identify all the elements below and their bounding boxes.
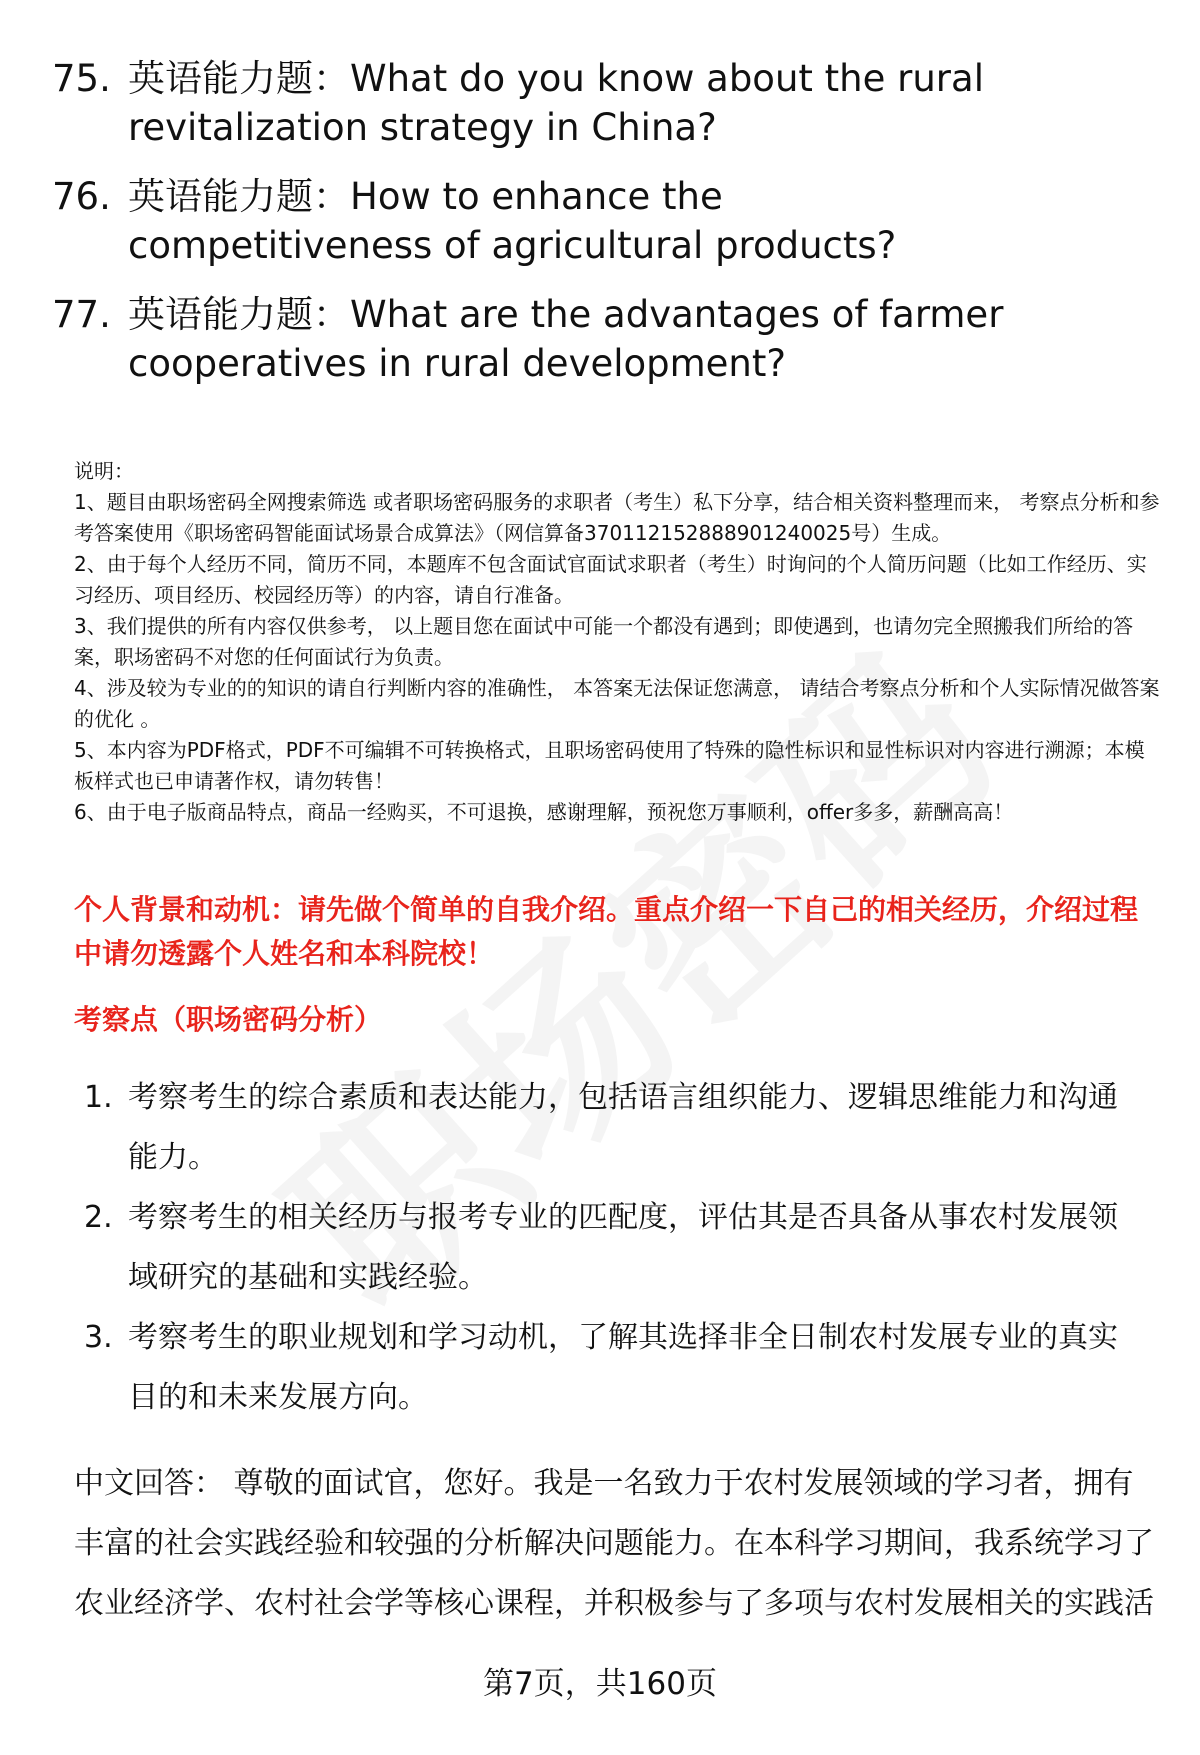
chinese-answer: 中文回答： 尊敬的面试官，您好。我是一名致力于农村发展领域的学习者，拥有丰富的社会实践经验和较强的分析解决问题能力。在本科学习期间，我系统学习了农业经济学、农村社会学等核心课程，并积极参与了多项与农村发展相关的实践活 xyxy=(74,1466,1154,1621)
point-text: 考察考生的职业规划和学习动机，了解其选择非全日制农村发展专业的真实目的和未来发展方向。 xyxy=(128,1320,1118,1415)
note-item: 2、由于每个人经历不同，简历不同，本题库不包含面试官面试求职者（考生）时询问的个人简历问题（比如工作经历、实习经历、项目经历、校园经历等）的内容，请自行准备。 xyxy=(74,552,1147,607)
note-item: 5、本内容为PDF格式，PDF不可编辑不可转换格式，且职场密码使用了特殊的隐性标识和显性标识对内容进行溯源；本模板样式也已申请著作权，请勿转售！ xyxy=(74,738,1145,793)
question-text: 英语能力题：What do you know about the rural revitalization strategy in China? xyxy=(128,57,984,149)
point-number: 2. xyxy=(84,1200,113,1235)
point-text: 考察考生的综合素质和表达能力，包括语言组织能力、逻辑思维能力和沟通能力。 xyxy=(128,1080,1118,1175)
analysis-point xyxy=(84,1068,1164,1188)
note-item: 1、题目由职场密码全网搜索筛选 或者职场密码服务的求职者（考生）私下分享，结合相关资料整理而来， 考察点分析和参考答案使用《职场密码智能面试场景合成算法》（网信算备370112152888901240025号）生成。 xyxy=(74,490,1160,545)
question-number: 76. xyxy=(52,175,111,218)
note-item: 6、由于电子版商品特点，商品一经购买，不可退换，感谢理解，预祝您万事顺利，offer多多，薪酬高高！ xyxy=(74,800,1014,824)
analysis-points-heading: 考察点（职场密码分析） xyxy=(74,1003,383,1036)
point-number: 1. xyxy=(84,1080,113,1115)
note-item: 3、我们提供的所有内容仅供参考， 以上题目您在面试中可能一个都没有遇到；即使遇到，也请勿完全照搬我们所给的答案，职场密码不对您的任何面试行为负责。 xyxy=(74,614,1134,669)
question-number: 77. xyxy=(52,293,111,336)
analysis-points-list xyxy=(84,1068,1164,1428)
question-item xyxy=(52,54,1052,152)
disclaimer-notes xyxy=(74,456,1164,828)
point-text: 考察考生的相关经历与报考专业的匹配度，评估其是否具备从事农村发展领域研究的基础和实践经验。 xyxy=(128,1200,1118,1295)
page-number-footer: 第7页，共160页 xyxy=(483,1666,717,1702)
question-item xyxy=(52,290,1052,388)
question-text: 英语能力题：How to enhance the competitiveness of agricultural products? xyxy=(128,175,897,267)
notes-title: 说明： xyxy=(74,459,134,483)
analysis-point xyxy=(84,1188,1164,1308)
point-number: 3. xyxy=(84,1320,113,1355)
analysis-point xyxy=(84,1308,1164,1428)
question-text: 英语能力题：What are the advantages of farmer cooperatives in rural development? xyxy=(128,293,1004,385)
question-number: 75. xyxy=(52,57,111,100)
question-item xyxy=(52,172,1052,270)
note-item: 4、涉及较为专业的的知识的请自行判断内容的准确性， 本答案无法保证您满意， 请结合考察点分析和个人实际情况做答案的优化 。 xyxy=(74,676,1160,731)
interview-question-heading: 个人背景和动机：请先做个简单的自我介绍。重点介绍一下自己的相关经历，介绍过程中请勿透露个人姓名和本科院校！ xyxy=(74,893,1139,970)
